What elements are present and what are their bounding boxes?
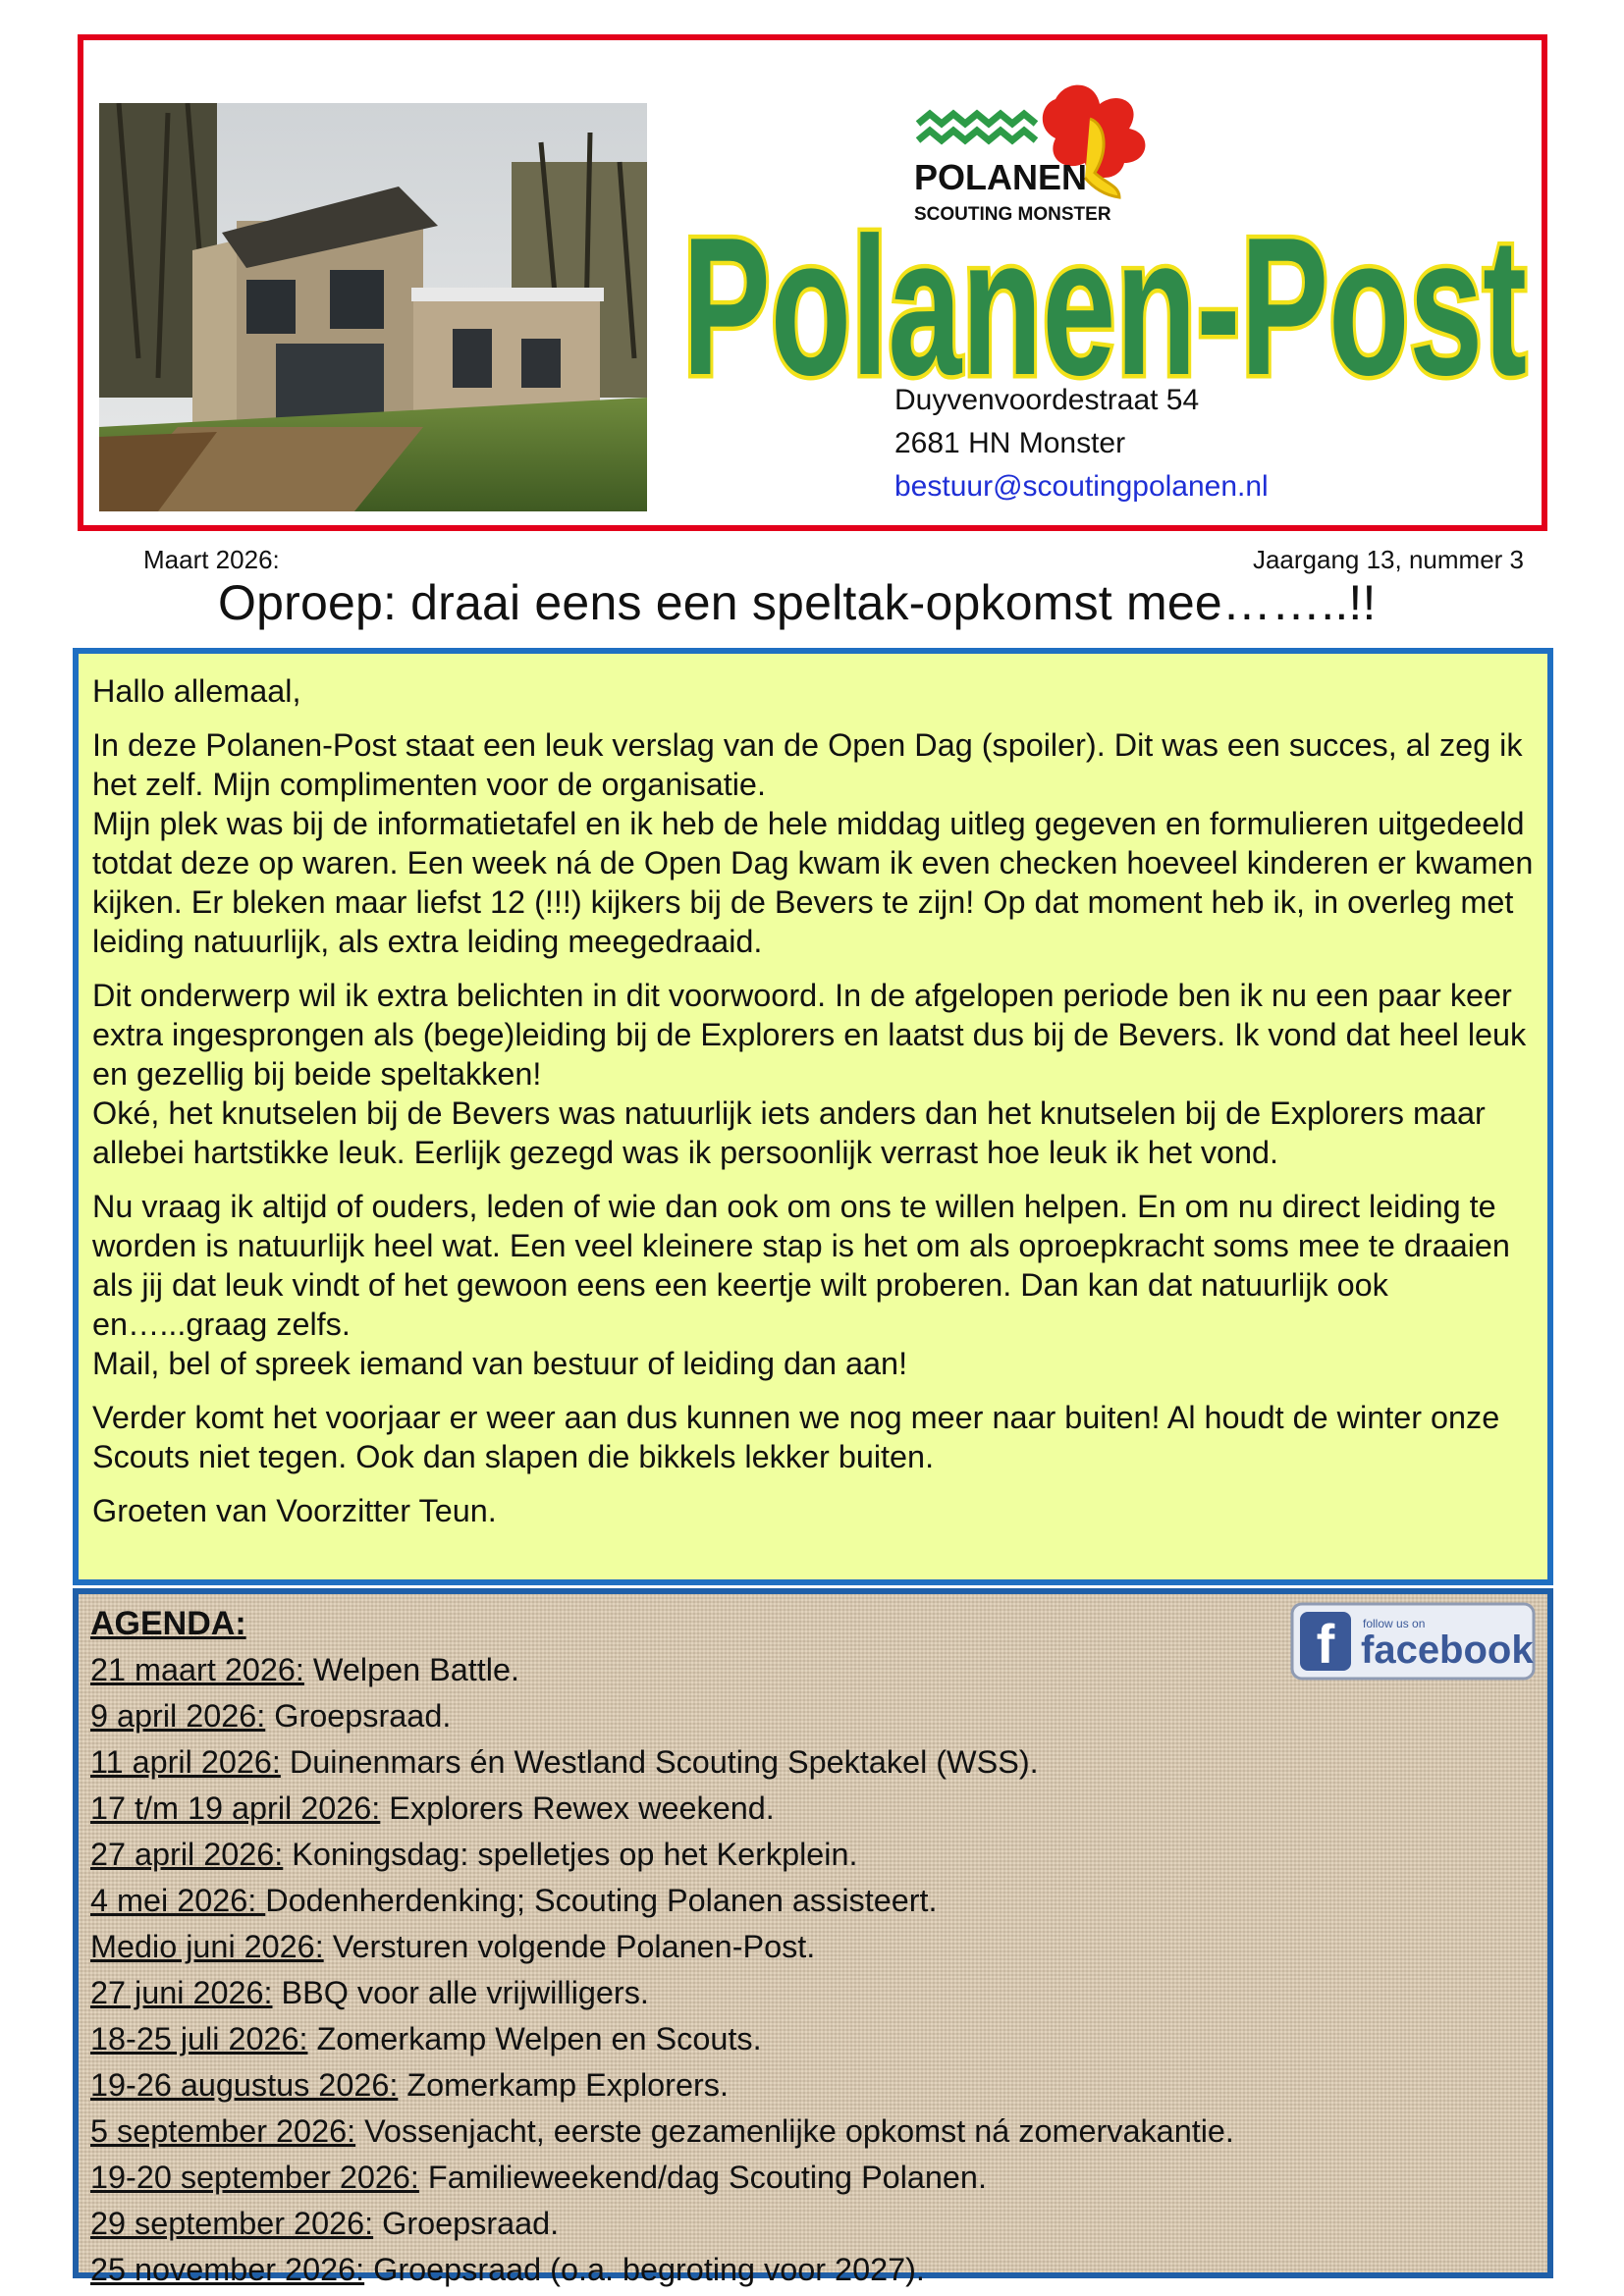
- agenda-item: [90, 1739, 1536, 1786]
- agenda-date: 9 april 2026:: [90, 1698, 266, 1734]
- agenda-item: [90, 1693, 1536, 1739]
- agenda-date: 19-26 augustus 2026:: [90, 2067, 399, 2103]
- agenda-item: [90, 2247, 1536, 2293]
- letter-paragraph: Groeten van Voorzitter Teun.: [92, 1493, 497, 1528]
- agenda-date: 27 april 2026:: [90, 1837, 284, 1872]
- agenda-date: 19-20 september 2026:: [90, 2160, 419, 2195]
- agenda-event: Koningsdag: spelletjes op het Kerkplein.: [283, 1837, 858, 1872]
- agenda-event: Groepsraad (o.a. begroting voor 2027).: [364, 2252, 925, 2287]
- agenda-date: 25 november 2026:: [90, 2252, 365, 2287]
- agenda-date: 11 april 2026:: [90, 1744, 281, 1780]
- facebook-icon: [1290, 1602, 1536, 1681]
- agenda-event: Dodenherdenking; Scouting Polanen assisteert.: [265, 1883, 938, 1918]
- letter-paragraph: Nu vraag ik altijd of ouders, leden of wie dan ook om ons te willen helpen. En om nu direct leiding te worden is natuurlijk heel wat. Een veel kleinere stap is het om als oproepkracht soms mee te draaien als jij dat leuk vindt of het gewoon eens een keertje wilt proberen. Dan kan dat natuurlijk ook en…...graag zelfs. Mail, bel of spreek iemand van bestuur of leiding dan aan!: [92, 1189, 1510, 1381]
- agenda-item: [90, 2062, 1536, 2109]
- clubhouse-photo-image: [99, 103, 647, 511]
- agenda-box: [73, 1588, 1553, 2287]
- agenda-date: Medio juni 2026:: [90, 1929, 324, 1964]
- agenda-event: Versturen volgende Polanen-Post.: [323, 1929, 816, 1964]
- agenda-item: [90, 1878, 1536, 1924]
- agenda-event: Groepsraad.: [265, 1698, 452, 1734]
- agenda-event: Groepsraad.: [373, 2206, 560, 2241]
- agenda-event: Zomerkamp Explorers.: [398, 2067, 729, 2103]
- letter-paragraph: Verder komt het voorjaar er weer aan dus kunnen we nog meer naar buiten! Al houdt de winter onze Scouts niet tegen. Ook dan slapen die bikkels lekker buiten.: [92, 1400, 1500, 1474]
- agenda-event: Welpen Battle.: [303, 1652, 519, 1687]
- facebook-button[interactable]: [1290, 1602, 1536, 1681]
- agenda-item: [90, 2155, 1536, 2201]
- page-headline: Oproep: draai eens een speltak-opkomst mee……..!!: [218, 575, 1377, 630]
- letter-paragraph: Dit onderwerp wil ik extra belichten in dit voorwoord. In de afgelopen periode ben ik nu een paar keer extra ingesprongen als (bege)leiding bij de Explorers en laatst dus bij de Bevers. Ik vond dat heel leuk en gezellig bij beide speltakken! Oké, het knutselen bij de Bevers was natuurlijk iets anders dan het knutselen bij de Explorers maar allebei hartstikke leuk. Eerlijk gezegd was ik persoonlijk verrast hoe leuk ik het vond.: [92, 978, 1527, 1170]
- agenda-item: [90, 1832, 1536, 1878]
- agenda-date: 17 t/m 19 april 2026:: [90, 1790, 381, 1826]
- agenda-event: Explorers Rewex weekend.: [380, 1790, 775, 1826]
- agenda-event: BBQ voor alle vrijwilligers.: [272, 1975, 649, 2010]
- svg-text:f: f: [1316, 1613, 1335, 1675]
- agenda-item: [90, 2109, 1536, 2155]
- facebook-follow-text: follow us on: [1363, 1617, 1426, 1630]
- letter-paragraph: In deze Polanen-Post staat een leuk verslag van de Open Dag (spoiler). Dit was een succes, al zeg ik het zelf. Mijn complimenten voor de organisatie. Mijn plek was bij de informatietafel en ik heb de hele middag uitleg gegeven en formulieren uitgedeeld totdat deze op waren. Een week ná de Open Dag kwam ik even checken hoeveel kinderen er kwamen kijken. Er bleken maar liefst 12 (!!!) kijkers bij de Bevers te zijn! Op dat moment heb ik, in overleg met leiding natuurlijk, als extra leiding meegedraaid.: [92, 727, 1534, 959]
- agenda-event: Vossenjacht, eerste gezamenlijke opkomst ná zomervakantie.: [355, 2113, 1234, 2149]
- agenda-date: 5 september 2026:: [90, 2113, 356, 2149]
- contact-email-link[interactable]: bestuur@scoutingpolanen.nl: [894, 470, 1269, 503]
- agenda-date: 4 mei 2026:: [90, 1883, 266, 1918]
- agenda-item: [90, 2201, 1536, 2247]
- agenda-event: Familieweekend/dag Scouting Polanen.: [418, 2160, 987, 2195]
- agenda-title: AGENDA:: [90, 1605, 246, 1642]
- address-street: Duyvenvoordestraat 54: [894, 384, 1200, 416]
- issue-date: Maart 2026:: [143, 545, 280, 574]
- address-city: 2681 HN Monster: [894, 427, 1126, 459]
- agenda-date: 18-25 juli 2026:: [90, 2021, 308, 2056]
- agenda-event: Duinenmars én Westland Scouting Spektakel (WSS).: [280, 1744, 1039, 1780]
- agenda-event: Zomerkamp Welpen en Scouts.: [307, 2021, 762, 2056]
- logo-name: POLANEN: [914, 157, 1088, 197]
- issue-volume: Jaargang 13, nummer 3: [1252, 545, 1524, 574]
- agenda-date: 29 september 2026:: [90, 2206, 374, 2241]
- address-block: [894, 379, 1269, 508]
- agenda-item: [90, 1970, 1536, 2016]
- agenda-date: 27 juni 2026:: [90, 1975, 273, 2010]
- clubhouse-photo: [99, 103, 647, 511]
- agenda-item: [90, 2016, 1536, 2062]
- agenda-item: [90, 1786, 1536, 1832]
- letter-paragraph: Hallo allemaal,: [92, 673, 301, 709]
- chairman-letter: [73, 648, 1553, 1585]
- logo-subtitle: SCOUTING MONSTER: [914, 204, 1111, 225]
- facebook-label: facebook: [1361, 1629, 1534, 1672]
- agenda-date: 21 maart 2026:: [90, 1652, 304, 1687]
- masthead-title-text: Polanen-Post: [682, 197, 1527, 416]
- agenda-item: [90, 1924, 1536, 1970]
- masthead-box: [78, 34, 1547, 531]
